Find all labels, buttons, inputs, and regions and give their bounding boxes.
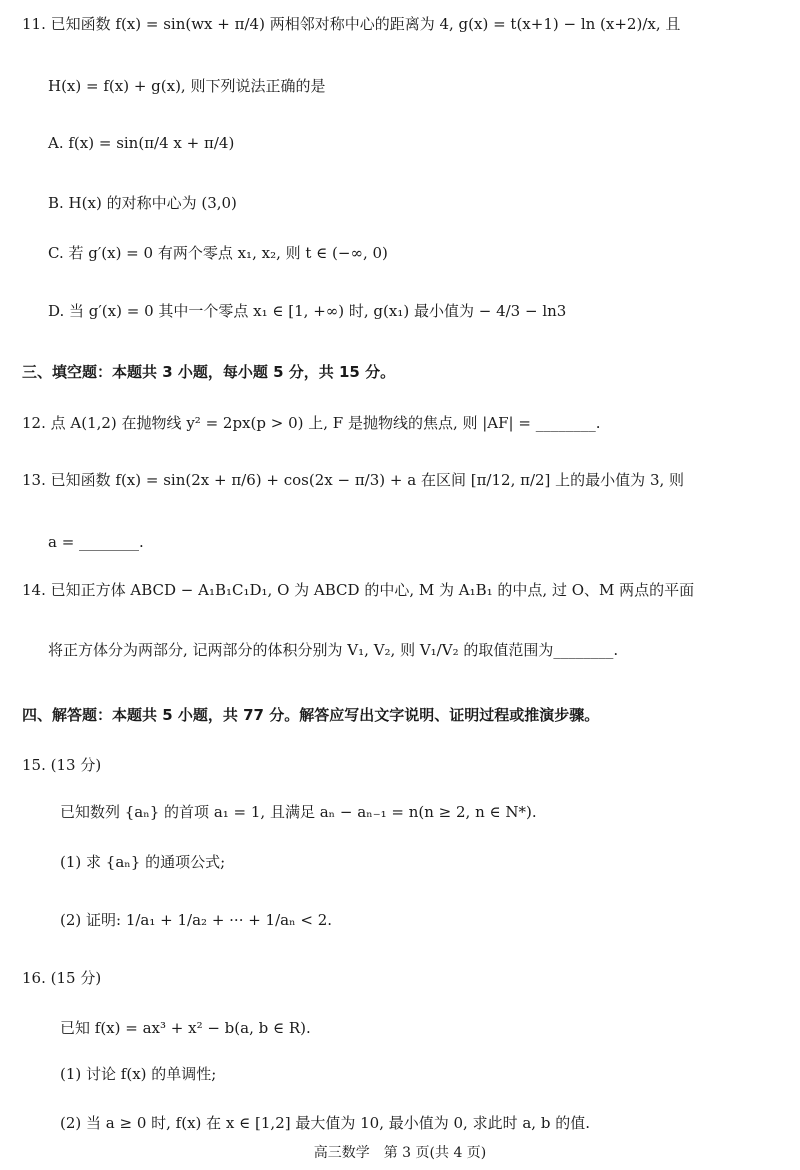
q16-stem: 已知 f(x) = ax³ + x² − b(a, b ∈ R). [60, 1019, 311, 1037]
q13-line2: a = ________. [48, 533, 144, 551]
section-3-heading: 三、填空题：本题共 3 小题，每小题 5 分，共 15 分。 [22, 363, 396, 381]
section-4-heading: 四、解答题：本题共 5 小题，共 77 分。解答应写出文字说明、证明过程或推演步骤。 [22, 706, 600, 724]
q15-stem: 已知数列 {aₙ} 的首项 a₁ = 1, 且满足 aₙ − aₙ₋₁ = n(n ≥ 2, n ∈ N*). [60, 803, 537, 821]
q11-option-a: A. f(x) = sin(π/4 x + π/4) [48, 134, 235, 152]
q14-line1: 14. 已知正方体 ABCD − A₁B₁C₁D₁, O 为 ABCD 的中心, M 为 A₁B₁ 的中点, 过 O、M 两点的平面 [22, 581, 695, 599]
q15-part2: (2) 证明: 1/a₁ + 1/a₂ + ··· + 1/aₙ < 2. [60, 911, 333, 929]
q14-line2: 将正方体分为两部分, 记两部分的体积分别为 V₁, V₂, 则 V₁/V₂ 的取值范围为________. [48, 641, 619, 659]
q15-part1: (1) 求 {aₙ} 的通项公式; [60, 853, 226, 871]
q13-line1: 13. 已知函数 f(x) = sin(2x + π/6) + cos(2x − π/3) + a 在区间 [π/12, π/2] 上的最小值为 3, 则 [22, 471, 685, 489]
q11-line2: H(x) = f(x) + g(x), 则下列说法正确的是 [48, 77, 326, 95]
page-footer: 高三数学 第 3 页(共 4 页) [313, 1145, 487, 1161]
q16-part1: (1) 讨论 f(x) 的单调性; [60, 1065, 217, 1083]
q11-option-b: B. H(x) 的对称中心为 (3,0) [48, 194, 237, 212]
q11-line1: 11. 已知函数 f(x) = sin(wx + π/4) 两相邻对称中心的距离为 4, g(x) = t(x+1) − ln (x+2)/x, 且 [22, 15, 681, 33]
q16-part2: (2) 当 a ≥ 0 时, f(x) 在 x ∈ [1,2] 最大值为 10, 最小值为 0, 求此时 a, b 的值. [60, 1114, 590, 1132]
q15-heading: 15. (13 分) [22, 756, 102, 774]
q12: 12. 点 A(1,2) 在抛物线 y² = 2px(p > 0) 上, F 是抛物线的焦点, 则 |AF| = ________. [22, 414, 601, 432]
q11-option-d: D. 当 g′(x) = 0 其中一个零点 x₁ ∈ [1, +∞) 时, g(x₁) 最小值为 − 4/3 − ln3 [48, 302, 567, 320]
q16-heading: 16. (15 分) [22, 969, 102, 987]
q11-option-c: C. 若 g′(x) = 0 有两个零点 x₁, x₂, 则 t ∈ (−∞, 0) [48, 244, 388, 262]
